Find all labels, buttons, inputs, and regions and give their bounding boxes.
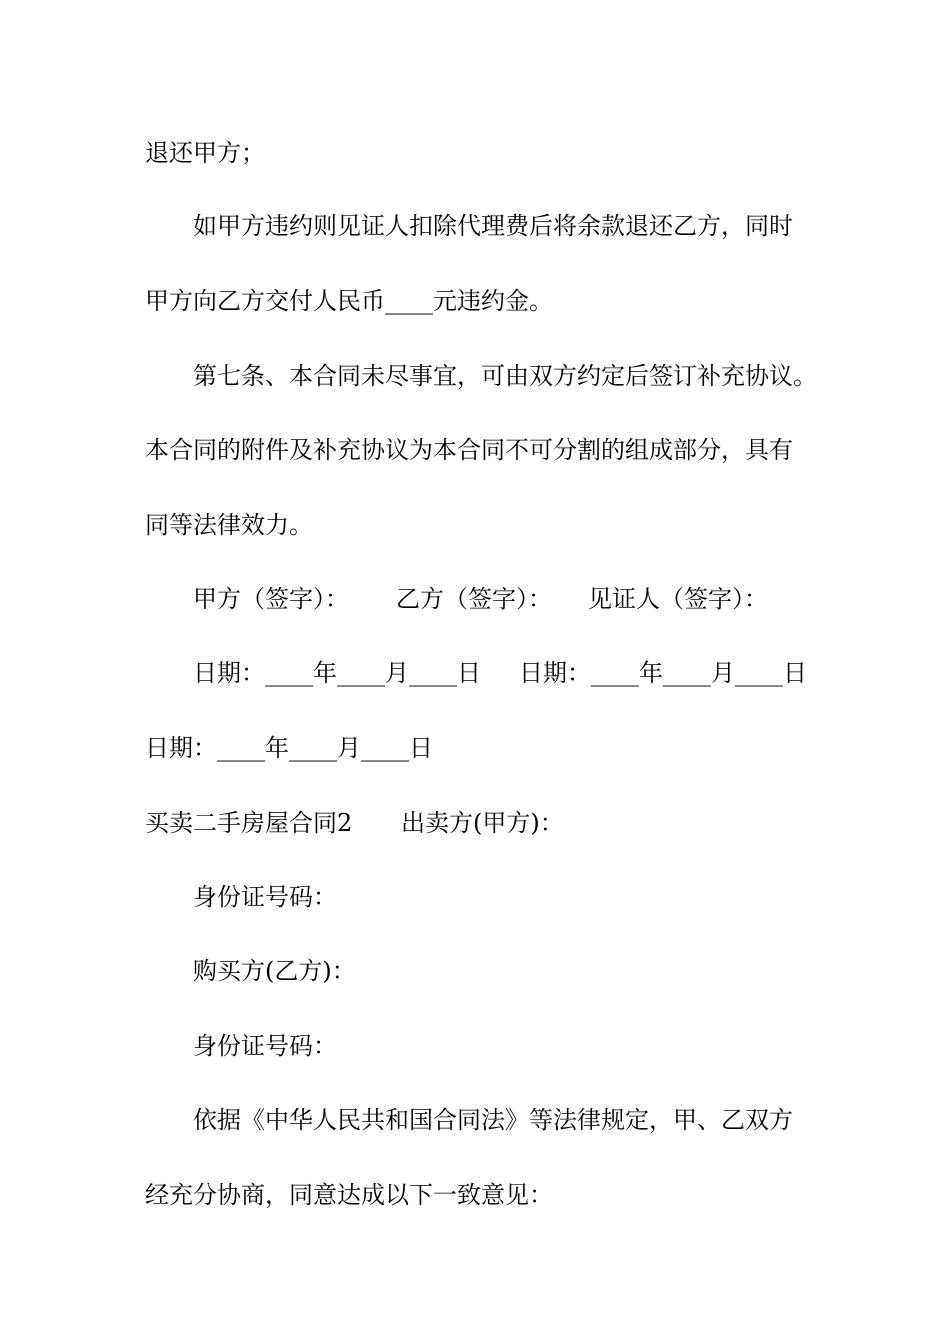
witness-signature: 见证人（签字）： [588, 585, 768, 613]
paragraph-line: 如甲方违约则见证人扣除代理费后将余款退还乙方，同时 [193, 212, 793, 240]
contract-title: 买卖二手房屋合同2 [145, 809, 353, 837]
paragraph-line: 甲方向乙方交付人民币____元违约金。 [145, 287, 553, 315]
paragraph-line: 同等法律效力。 [145, 511, 313, 539]
party-b-signature: 乙方（签字）： [396, 585, 552, 613]
date-field: 日期：____年____月____日 [519, 659, 807, 687]
paragraph-line: 依据《中华人民共和国合同法》等法律规定，甲、乙双方 [193, 1106, 793, 1134]
date-field: 日期：____年____月____日 [193, 659, 481, 687]
signature-row [193, 579, 873, 619]
seller-label: 出卖方(甲方)： [401, 809, 564, 837]
date-row [193, 653, 873, 693]
contract-heading-row [145, 803, 825, 843]
paragraph-line: 第七条、本合同未尽事宜，可由双方约定后签订补充协议。 [193, 362, 817, 390]
date-field: 日期：____年____月____日 [145, 734, 433, 762]
paragraph-line: 退还甲方； [145, 139, 265, 167]
seller-id-label: 身份证号码： [193, 883, 337, 911]
paragraph-line: 本合同的附件及补充协议为本合同不可分割的组成部分，具有 [145, 436, 793, 464]
buyer-label: 购买方(乙方)： [193, 957, 356, 985]
buyer-id-label: 身份证号码： [193, 1032, 337, 1060]
party-a-signature: 甲方（签字）： [193, 585, 349, 613]
paragraph-line: 经充分协商，同意达成以下一致意见： [145, 1181, 553, 1209]
